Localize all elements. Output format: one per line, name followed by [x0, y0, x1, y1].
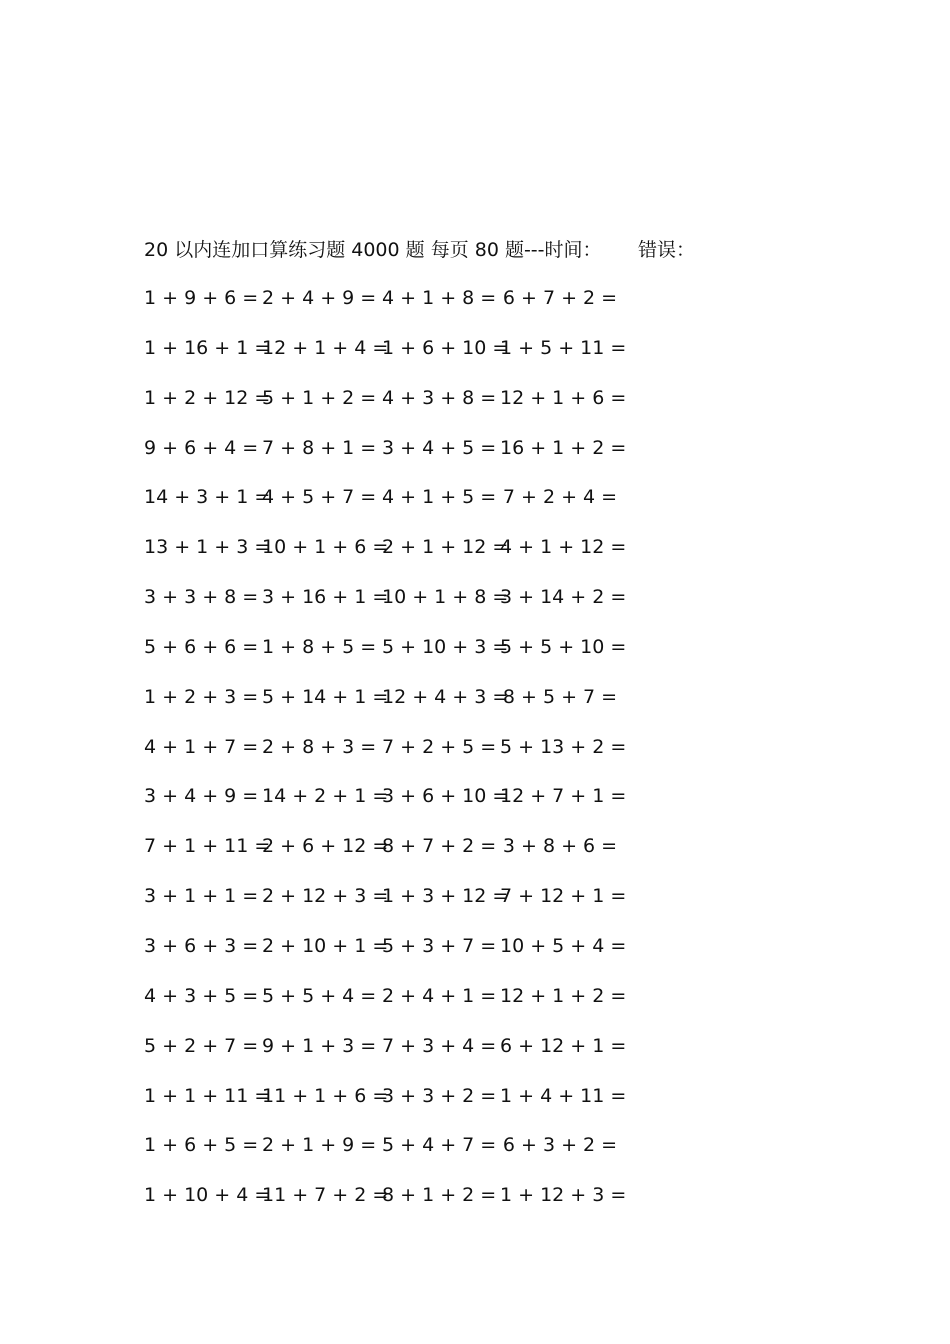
problem-row: [144, 683, 764, 733]
problem-row: [144, 633, 764, 683]
math-problem: 7 + 2 + 4 =: [502, 486, 618, 509]
math-problem: 6 + 7 + 2 =: [502, 287, 618, 309]
math-problem: 11 + 1 + 6 =: [262, 1084, 389, 1107]
math-problem: 10 + 5 + 4 =: [500, 934, 627, 957]
problem-row: [144, 932, 764, 982]
math-problem: 13 + 1 + 3 =: [144, 536, 271, 559]
math-problem: 2 + 12 + 3 =: [262, 885, 389, 908]
math-problem: 4 + 1 + 5 =: [382, 486, 497, 509]
math-problem: 6 + 3 + 2 =: [502, 1134, 618, 1157]
math-problem: 1 + 16 + 1 =: [144, 336, 271, 359]
math-problem: 1 + 2 + 3 =: [144, 685, 259, 708]
worksheet-title: 20 以内连加口算练习题 4000 题 每页 80 题---时间：: [144, 239, 602, 261]
math-problem: 1 + 6 + 10 =: [382, 336, 509, 359]
math-problem: 6 + 12 + 1 =: [500, 1034, 627, 1057]
problem-row: [144, 483, 764, 533]
math-problem: 2 + 1 + 12 =: [382, 536, 509, 559]
math-problem: 1 + 12 + 3 =: [500, 1184, 627, 1207]
math-problem: 3 + 1 + 1 =: [144, 885, 259, 908]
math-problem: 2 + 8 + 3 =: [262, 735, 377, 758]
math-problem: 4 + 1 + 7 =: [144, 735, 259, 758]
math-problem: 14 + 2 + 1 =: [262, 785, 389, 808]
math-problem: 2 + 10 + 1 =: [262, 934, 389, 957]
math-problem: 1 + 8 + 5 =: [262, 635, 377, 658]
math-problem: 4 + 3 + 5 =: [144, 984, 259, 1007]
problem-row: [144, 1181, 764, 1231]
math-problem: 1 + 5 + 11 =: [500, 336, 627, 359]
problem-row: [144, 583, 764, 633]
problem-row: [144, 782, 764, 832]
math-problem: 8 + 5 + 7 =: [502, 685, 618, 708]
math-problem: 5 + 10 + 3 =: [382, 635, 509, 658]
math-problem: 11 + 7 + 2 =: [262, 1184, 389, 1207]
math-problem: 4 + 1 + 8 =: [382, 287, 497, 309]
math-problem: 7 + 1 + 11 =: [144, 835, 271, 858]
math-problem: 2 + 4 + 9 =: [262, 287, 377, 309]
math-problem: 12 + 7 + 1 =: [500, 785, 627, 808]
math-problem: 5 + 6 + 6 =: [144, 635, 259, 658]
problem-row: [144, 533, 764, 583]
math-problem: 1 + 6 + 5 =: [144, 1134, 259, 1157]
problem-row: [144, 384, 764, 434]
math-problem: 14 + 3 + 1 =: [144, 486, 271, 509]
math-problem: 10 + 1 + 8 =: [382, 586, 509, 609]
math-problem: 2 + 4 + 1 =: [382, 984, 497, 1007]
math-problem: 1 + 10 + 4 =: [144, 1184, 271, 1207]
problem-row: [144, 882, 764, 932]
math-problem: 5 + 5 + 10 =: [500, 635, 627, 658]
math-problem: 3 + 14 + 2 =: [500, 586, 627, 609]
problem-row: [144, 982, 764, 1032]
math-problem: 8 + 1 + 2 =: [382, 1184, 497, 1207]
math-problem: 2 + 6 + 12 =: [262, 835, 389, 858]
math-problem: 10 + 1 + 6 =: [262, 536, 389, 559]
math-problem: 3 + 3 + 8 =: [144, 586, 259, 609]
math-problem: 4 + 1 + 12 =: [500, 536, 627, 559]
math-problem: 1 + 3 + 12 =: [382, 885, 509, 908]
math-problem: 7 + 2 + 5 =: [382, 735, 497, 758]
math-problem: 12 + 4 + 3 =: [382, 685, 509, 708]
math-problem: 12 + 1 + 6 =: [500, 386, 627, 409]
math-problem: 3 + 8 + 6 =: [502, 835, 618, 858]
math-problem: 1 + 1 + 11 =: [144, 1084, 271, 1107]
math-problem: 4 + 3 + 8 =: [382, 386, 497, 409]
math-problem: 3 + 6 + 3 =: [144, 934, 259, 957]
math-problem: 3 + 4 + 5 =: [382, 436, 497, 459]
problem-row: [144, 1082, 764, 1132]
problem-row: [144, 733, 764, 783]
problem-row: [144, 832, 764, 882]
problem-grid: [144, 284, 764, 1231]
math-problem: 16 + 1 + 2 =: [500, 436, 627, 459]
math-problem: 2 + 1 + 9 =: [262, 1134, 377, 1157]
math-problem: 3 + 3 + 2 =: [382, 1084, 497, 1107]
math-problem: 1 + 4 + 11 =: [500, 1084, 627, 1107]
error-label: 错误：: [638, 239, 696, 261]
math-problem: 7 + 12 + 1 =: [500, 885, 627, 908]
math-problem: 1 + 9 + 6 =: [144, 287, 259, 309]
problem-row: [144, 334, 764, 384]
problem-row: [144, 284, 764, 334]
math-problem: 5 + 4 + 7 =: [382, 1134, 497, 1157]
math-problem: 12 + 1 + 2 =: [500, 984, 627, 1007]
math-problem: 7 + 3 + 4 =: [382, 1034, 497, 1057]
math-problem: 5 + 13 + 2 =: [500, 735, 627, 758]
problem-row: [144, 434, 764, 484]
math-problem: 12 + 1 + 4 =: [262, 336, 389, 359]
math-problem: 3 + 4 + 9 =: [144, 785, 259, 808]
math-problem: 5 + 14 + 1 =: [262, 685, 389, 708]
math-problem: 5 + 3 + 7 =: [382, 934, 497, 957]
math-problem: 5 + 2 + 7 =: [144, 1034, 259, 1057]
worksheet-header: [144, 236, 696, 264]
math-problem: 1 + 2 + 12 =: [144, 386, 271, 409]
math-problem: 5 + 5 + 4 =: [262, 984, 377, 1007]
math-problem: 3 + 16 + 1 =: [262, 586, 389, 609]
math-problem: 4 + 5 + 7 =: [262, 486, 377, 509]
math-problem: 9 + 1 + 3 =: [262, 1034, 377, 1057]
math-problem: 3 + 6 + 10 =: [382, 785, 509, 808]
math-problem: 8 + 7 + 2 =: [382, 835, 497, 858]
problem-row: [144, 1032, 764, 1082]
math-problem: 7 + 8 + 1 =: [262, 436, 377, 459]
math-problem: 5 + 1 + 2 =: [262, 386, 377, 409]
math-problem: 9 + 6 + 4 =: [144, 436, 259, 459]
problem-row: [144, 1131, 764, 1181]
